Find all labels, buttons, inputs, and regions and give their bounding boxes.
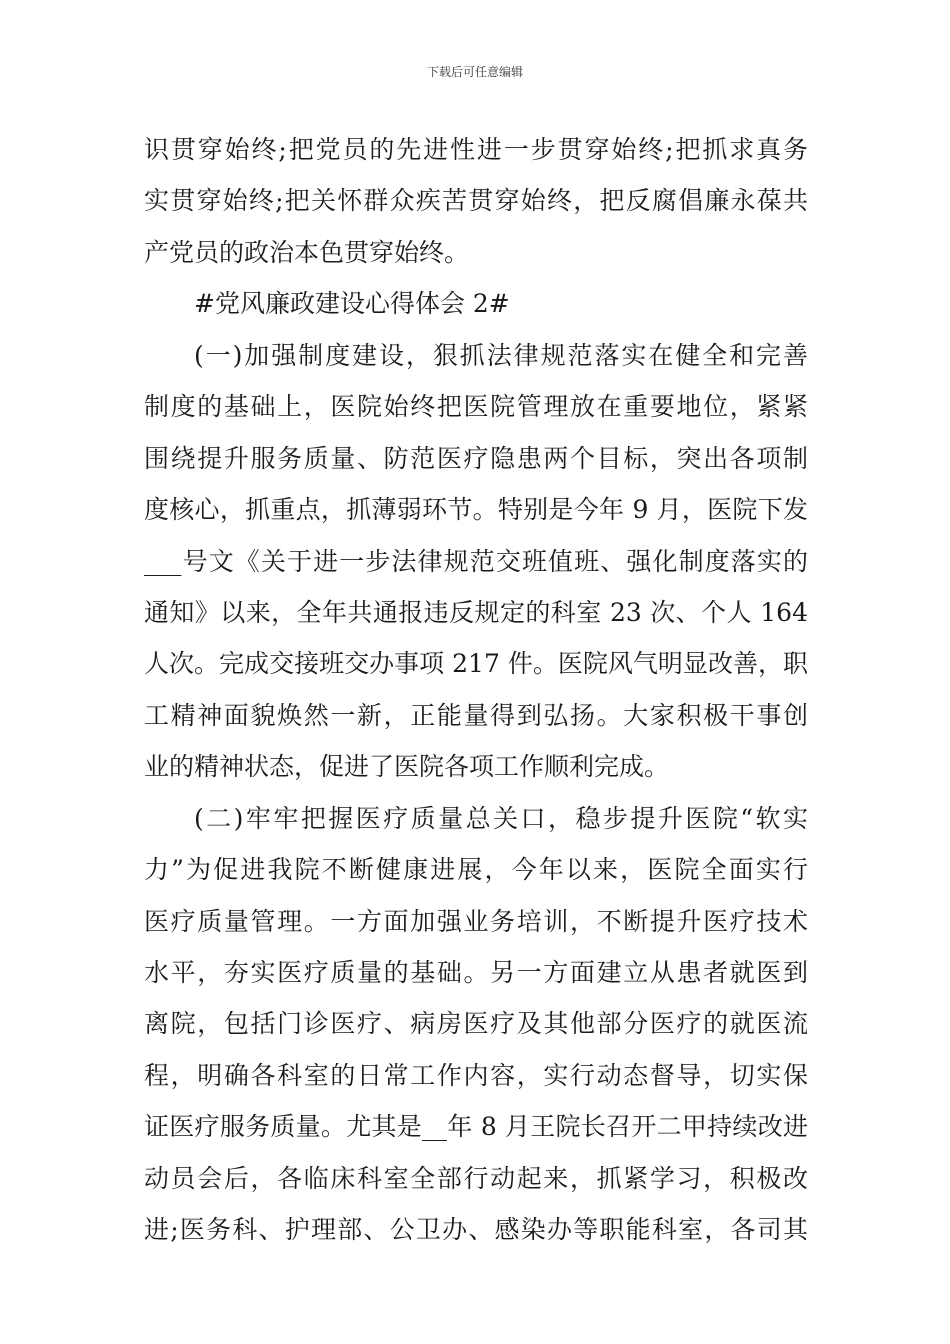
text-line: 度核心，抓重点，抓薄弱环节。特别是今年 9 月，医院下发 [144,495,808,525]
text-line: 业的精神状态，促进了医院各项工作顺利完成。 [144,752,670,782]
text-line: 力”为促进我院不断健康进展，今年以来，医院全面实行 [144,855,808,885]
section-heading-text: #党风廉政建设心得体会 2# [194,289,510,319]
text-line: 通知》以来，全年共通报违反规定的科室 23 次、个人 164 [144,597,808,627]
text-line: 水平，夯实医疗质量的基础。另一方面建立从患者就医到 [144,958,808,987]
text-line: ___号文《关于进一步法律规范交班值班、强化制度落实的 [144,546,808,576]
text-line: 人次。完成交接班交办事项 217 件。医院风气明显改善，职 [144,649,808,679]
text-line: 医疗质量管理。一方面加强业务培训，不断提升医疗技术 [144,906,808,936]
text-line: (二)牢牢把握医疗质量总关口，稳步提升医院“软实 [194,803,808,833]
text-line: (一)加强制度建设，狠抓法律规范落实在健全和完善 [194,340,808,370]
text-line: 工精神面貌焕然一新，正能量得到弘扬。大家积极干事创 [144,700,808,730]
text-line: 离院，包括门诊医疗、病房医疗及其他部分医疗的就医流 [144,1009,808,1039]
paragraph-continuation [144,124,808,278]
text-line: 产党员的政治本色贯穿始终。 [144,237,470,267]
text-line: 进;医务科、护理部、公卫办、感染办等职能科室，各司其 [144,1215,808,1245]
text-line: 实贯穿始终;把关怀群众疾苦贯穿始终，把反腐倡廉永葆共 [144,186,808,216]
text-line: 证医疗服务质量。尤其是__年 8 月王院长召开二甲持续改进 [144,1112,808,1142]
section-heading [144,278,808,329]
paragraph-two [144,793,808,1256]
text-line: 程，明确各科室的日常工作内容，实行动态督导，切实保 [144,1060,808,1090]
page-header: 下载后可任意编辑 [426,65,523,79]
paragraph-one [144,330,808,793]
document-body [144,124,808,1256]
text-line: 制度的基础上，医院始终把医院管理放在重要地位，紧紧 [144,392,808,422]
text-line: 围绕提升服务质量、防范医疗隐患两个目标，突出各项制 [144,443,808,473]
text-line: 识贯穿始终;把党员的先进性进一步贯穿始终;把抓求真务 [144,135,808,164]
text-line: 动员会后，各临床科室全部行动起来，抓紧学习，积极改 [144,1163,808,1193]
